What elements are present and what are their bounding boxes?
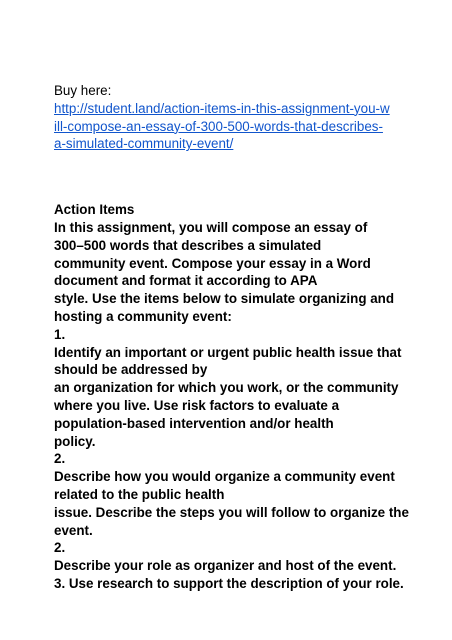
body-line: In this assignment, you will compose an essay of [54, 219, 368, 235]
document-content [54, 82, 414, 593]
body-line: where you live. Use risk factors to evaluate a [54, 397, 340, 413]
body-line: population-based intervention and/or health [54, 415, 334, 431]
section-spacer [54, 153, 414, 201]
product-link-line-2[interactable]: ill-compose-an-essay-of-300-500-words-that-describes- [54, 118, 383, 134]
body-line: an organization for which you work, or the community [54, 380, 399, 396]
body-line: Describe your role as organizer and host of the event. [54, 558, 397, 574]
list-number: 1. [54, 326, 66, 342]
list-number: 2. [54, 451, 66, 467]
body-line: policy. [54, 433, 96, 449]
body-line: document and format it according to APA [54, 273, 318, 289]
body-line: 300–500 words that describes a simulated [54, 237, 322, 253]
body-line: community event. Compose your essay in a Word [54, 255, 371, 271]
body-line: style. Use the items below to simulate organizing and [54, 291, 395, 307]
body-line: hosting a community event: [54, 308, 232, 324]
buy-here-label: Buy here: [54, 83, 112, 98]
section-heading: Action Items [54, 202, 135, 218]
body-line: should be addressed by [54, 362, 208, 378]
product-link-line-3[interactable]: a-simulated-community-event/ [54, 136, 234, 152]
body-line: issue. Describe the steps you will follow to organize the [54, 504, 409, 520]
body-line: related to the public health [54, 486, 225, 502]
body-line: event. [54, 522, 93, 538]
body-line: Describe how you would organize a community event [54, 469, 395, 485]
product-link-line-1[interactable]: http://student.land/action-items-in-this-assignment-you-w [54, 100, 390, 116]
list-number: 2. [54, 540, 66, 556]
body-line: Identify an important or urgent public health issue that [54, 344, 402, 360]
body-line: 3. Use research to support the description of your role. [54, 575, 404, 591]
